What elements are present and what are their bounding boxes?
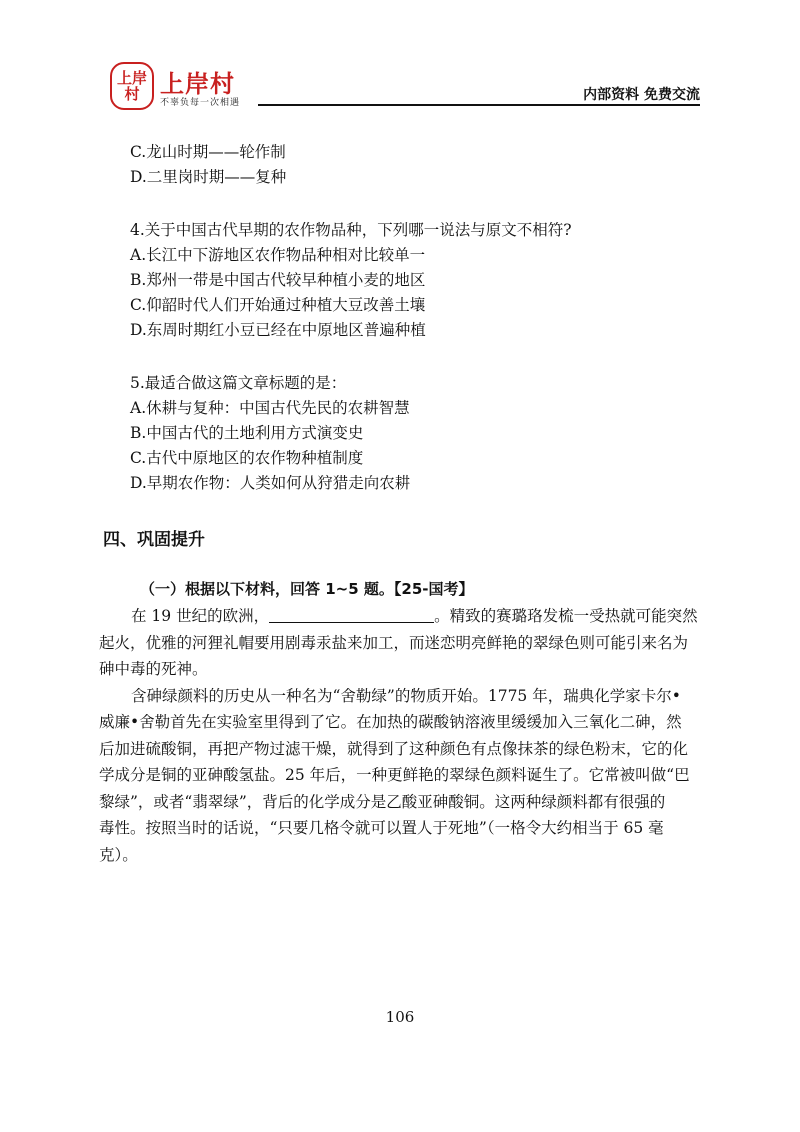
q4-stem: 4.关于中国古代早期的农作物品种，下列哪一说法与原文不相符? <box>130 221 572 239</box>
para2-line3: 后加进硫酸铜，再把产物过滤干燥，就得到了这种颜色有点像抹茶的绿色粉末，它的化 <box>99 739 689 758</box>
para2-line2: 威廉•舍勒首先在实验室里得到了它。在加热的碳酸钠溶液里缓缓加入三氧化二砷，然 <box>99 713 682 731</box>
q4-option-c: C.仰韶时代人们开始通过种植大豆改善土壤 <box>130 296 426 314</box>
para1-line3: 砷中毒的死神。 <box>99 660 208 678</box>
para2-line7: 克）。 <box>99 845 138 864</box>
seal-text: 上岸村 <box>117 69 148 103</box>
section-title: 四、巩固提升 <box>103 530 205 550</box>
header-divider <box>258 104 700 106</box>
q5-option-c: C.古代中原地区的农作物种植制度 <box>130 449 364 467</box>
page-number: 106 <box>385 1008 415 1026</box>
q5-option-d: D.早期农作物：人类如何从狩猎走向农耕 <box>130 474 411 492</box>
para2-line5: 黎绿”，或者“翡翠绿”，背后的化学成分是乙酸亚砷酸铜。这两种绿颜料都有很强的 <box>99 792 666 811</box>
q5-stem: 5.最适合做这篇文章标题的是： <box>130 374 347 392</box>
q3-option-c: C.龙山时期——轮作制 <box>130 143 286 161</box>
para2-line1: 含砷绿颜料的历史从一种名为“舍勒绿”的物质开始。1775 年，瑞典化学家卡尔• <box>131 686 681 705</box>
q4-option-d: D.东周时期红小豆已经在中原地区普遍种植 <box>130 321 426 339</box>
page-content <box>99 140 700 868</box>
para1-line2: 起火，优雅的河狸礼帽要用剧毒汞盐来加工，而迷恋明亮鲜艳的翠绿色则可能引来名为 <box>99 633 689 652</box>
para2-line4: 学成分是铜的亚砷酸氢盐。25 年后，一种更鲜艳的翠绿色颜料诞生了。它常被叫做“巴 <box>99 766 690 784</box>
logo-seal <box>110 62 154 110</box>
brand-slogan: 不辜负每一次相遇 <box>160 98 241 108</box>
q5-option-b: B.中国古代的土地利用方式演变史 <box>130 424 364 442</box>
header-note: 内部资料 免费交流 <box>583 87 700 103</box>
q3-option-d: D.二里岗时期——复种 <box>130 168 287 186</box>
page-header <box>110 62 700 112</box>
q4-option-b: B.郑州一带是中国古代较早种植小麦的地区 <box>130 271 426 289</box>
q4-option-a: A.长江中下游地区农作物品种相对比较单一 <box>130 246 426 264</box>
para1-line1 <box>130 603 700 630</box>
para1-text-before: 在 19 世纪的欧洲， <box>131 607 270 625</box>
para2-line6: 毒性。按照当时的话说，“只要几格令就可以置人于死地”（一格令大约相当于 65 毫 <box>99 819 664 837</box>
subsection-title: （一）根据以下材料，回答 1~5 题。【25-国考】 <box>140 580 474 598</box>
para1-text-after: 。精致的赛璐珞发梳一受热就可能突然 <box>434 607 698 625</box>
brand-name: 上岸村 <box>160 70 235 98</box>
fill-blank[interactable] <box>269 607 434 623</box>
q5-option-a: A.休耕与复种：中国古代先民的农耕智慧 <box>130 399 410 417</box>
